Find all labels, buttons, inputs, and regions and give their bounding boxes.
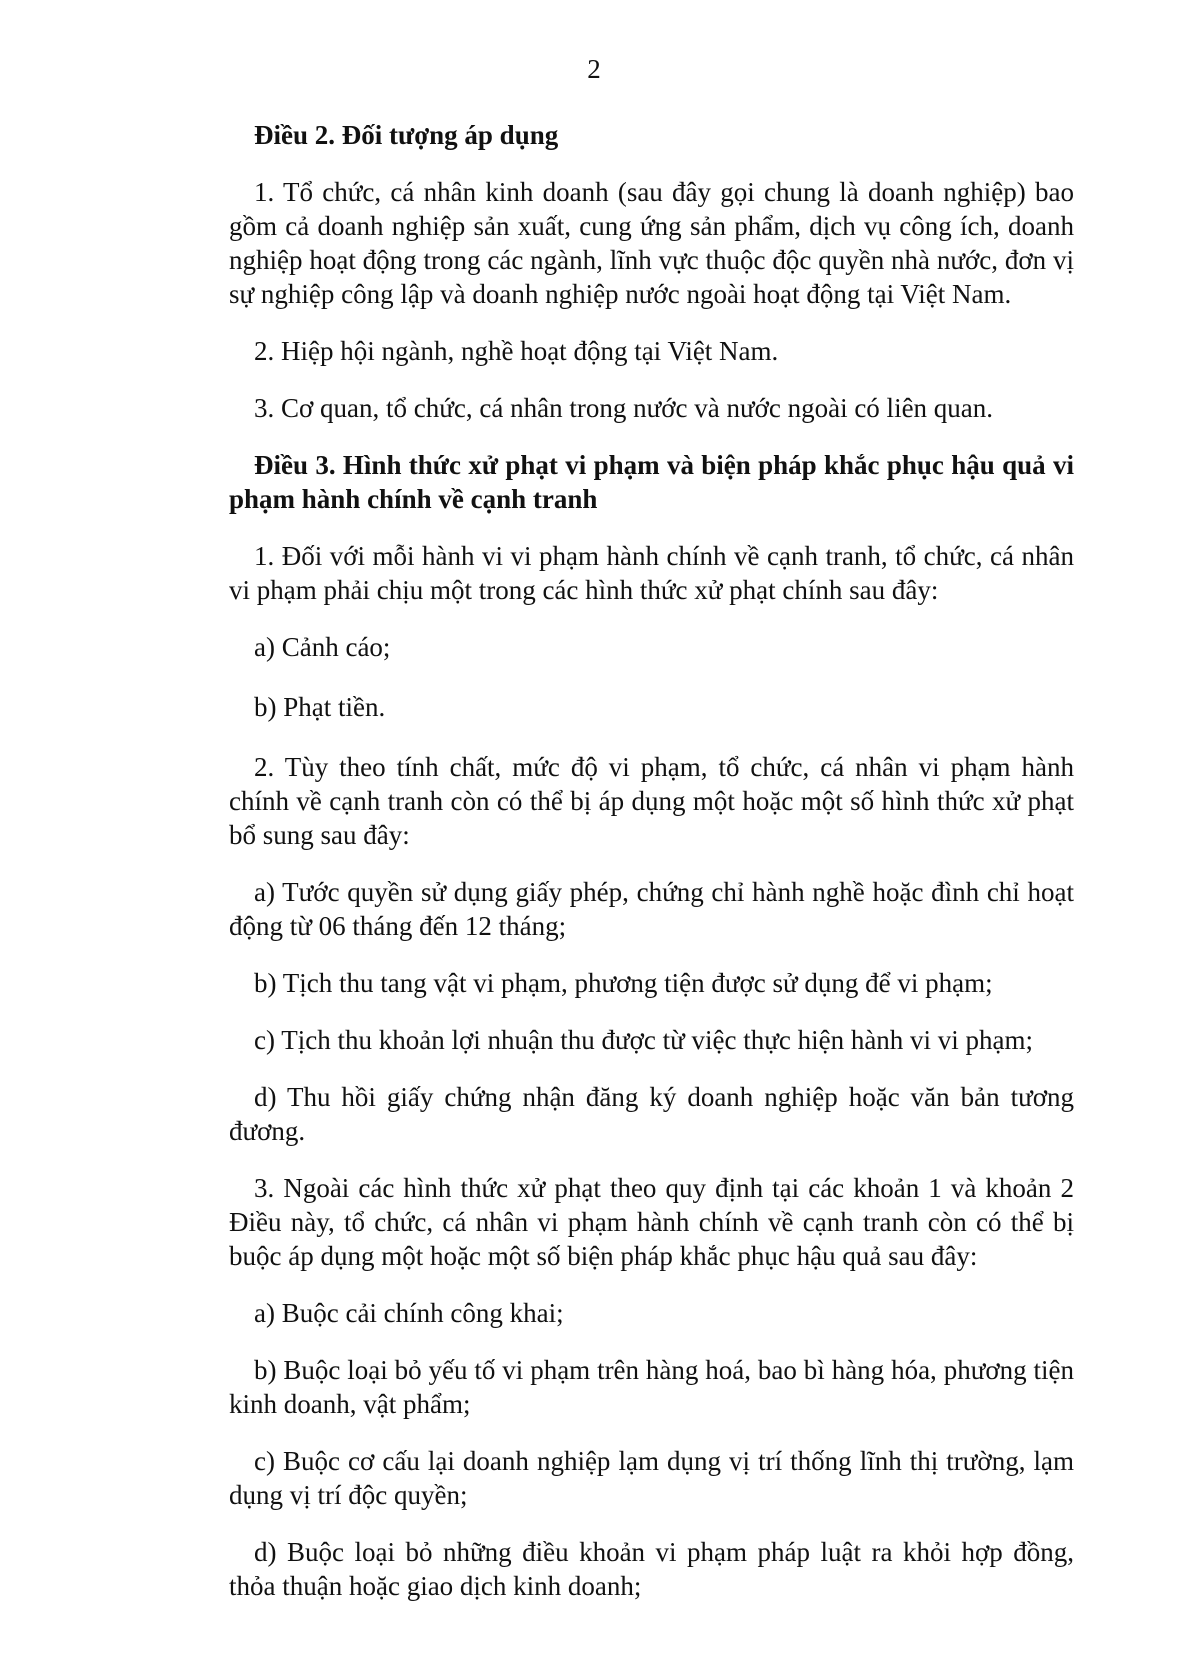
- clause-1-item-a: a) Cảnh cáo;: [254, 632, 391, 662]
- article-3-clause-1: 1. Đối với mỗi hành vi vi phạm hành chính về cạnh tranh, tổ chức, cá nhân vi phạm phải chịu một trong các hình thức xử phạt chính sau đây:: [229, 541, 1074, 605]
- article-2-heading: Điều 2. Đối tượng áp dụng: [254, 120, 559, 150]
- clause-2-item-c: c) Tịch thu khoản lợi nhuận thu được từ việc thực hiện hành vi vi phạm;: [254, 1025, 1034, 1055]
- article-2-item-3: 3. Cơ quan, tổ chức, cá nhân trong nước và nước ngoài có liên quan.: [254, 393, 994, 423]
- page-number: 2: [587, 54, 601, 84]
- clause-2-item-b: b) Tịch thu tang vật vi phạm, phương tiện được sử dụng để vi phạm;: [254, 968, 993, 998]
- clause-2-item-a: a) Tước quyền sử dụng giấy phép, chứng chỉ hành nghề hoặc đình chỉ hoạt động từ 06 tháng đến 12 tháng;: [229, 877, 1074, 941]
- clause-2-item-d: d) Thu hồi giấy chứng nhận đăng ký doanh nghiệp hoặc văn bản tương đương.: [229, 1082, 1074, 1146]
- clause-3-item-a: a) Buộc cải chính công khai;: [254, 1298, 564, 1328]
- article-3-heading: Điều 3. Hình thức xử phạt vi phạm và biện pháp khắc phục hậu quả vi phạm hành chính về cạnh tranh: [229, 450, 1074, 514]
- clause-3-item-c: c) Buộc cơ cấu lại doanh nghiệp lạm dụng vị trí thống lĩnh thị trường, lạm dụng vị trí độc quyền;: [229, 1446, 1074, 1510]
- article-2-item-1: 1. Tổ chức, cá nhân kinh doanh (sau đây gọi chung là doanh nghiệp) bao gồm cả doanh nghiệp sản xuất, cung ứng sản phẩm, dịch vụ công ích, doanh nghiệp hoạt động trong các ngành, lĩnh vực thuộc độc quyền nhà nước, đơn vị sự nghiệp công lập và doanh nghiệp nước ngoài hoạt động tại Việt Nam.: [229, 177, 1074, 309]
- article-3-clause-3: 3. Ngoài các hình thức xử phạt theo quy định tại các khoản 1 và khoản 2 Điều này, tổ chức, cá nhân vi phạm hành chính về cạnh tranh còn có thể bị buộc áp dụng một hoặc một số biện pháp khắc phục hậu quả sau đây:: [229, 1173, 1074, 1271]
- document-body: [229, 118, 1074, 1626]
- clause-3-item-b: b) Buộc loại bỏ yếu tố vi phạm trên hàng hoá, bao bì hàng hóa, phương tiện kinh doanh, vật phẩm;: [229, 1355, 1074, 1419]
- article-3-clause-2: 2. Tùy theo tính chất, mức độ vi phạm, tổ chức, cá nhân vi phạm hành chính về cạnh tranh còn có thể bị áp dụng một hoặc một số hình thức xử phạt bổ sung sau đây:: [229, 752, 1074, 850]
- clause-3-item-d: d) Buộc loại bỏ những điều khoản vi phạm pháp luật ra khỏi hợp đồng, thỏa thuận hoặc giao dịch kinh doanh;: [229, 1537, 1074, 1601]
- clause-1-item-b: b) Phạt tiền.: [254, 692, 386, 722]
- article-2-item-2: 2. Hiệp hội ngành, nghề hoạt động tại Việt Nam.: [254, 336, 779, 366]
